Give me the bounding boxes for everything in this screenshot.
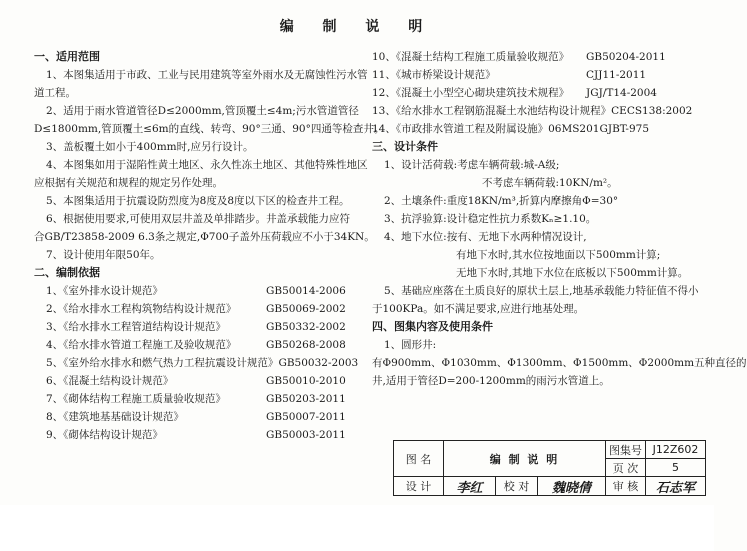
design-line-4: 4、地下水位:按有、无地下水两种情况设计,: [384, 231, 587, 243]
reference-code: GB50069-2002: [266, 303, 346, 315]
design-line-4b: 有地下水时,其水位按地面以下500mm计算;: [456, 249, 661, 261]
tuming-value: 编 制 说 明: [444, 441, 606, 477]
reference-name: 4、《给水排水管道工程施工及验收规范》: [46, 339, 237, 351]
reference-name: 2、《给水排水工程构筑物结构设计规范》: [46, 303, 237, 315]
tujihao-label: 图集号: [606, 441, 646, 459]
yeci-value: 5: [646, 459, 705, 477]
reference-code: GB50007-2011: [266, 411, 346, 423]
reference-name: 9、《砌体结构设计规范》: [46, 429, 163, 441]
reference-code: GB50032-2003: [278, 357, 359, 369]
reference-name: 3、《给水排水工程管道结构设计规范》: [46, 321, 226, 333]
design-line-1: 1、设计活荷载:考虑车辆荷载:城-A级;: [384, 159, 560, 171]
reference-code: JGJ/T14-2004: [586, 87, 657, 99]
design-line-2: 2、土壤条件:重度18KN/m³,折算内摩擦角Φ=30°: [384, 195, 619, 207]
reference-name: 14、《市政排水管道工程及附属设施》06MS201: [372, 123, 600, 135]
reference-item: [34, 318, 358, 336]
scope-line-5: 3、盖板覆土如小于400mm时,应另行设计。: [46, 141, 254, 153]
scope-line-4: D≤1800mm,管顶覆土≤6m的直线、转弯、90°三通、90°四通等检查井。: [34, 123, 385, 135]
design-line-3: 3、抗浮验算:设计稳定性抗力系数Kₙ≥1.10。: [384, 213, 597, 225]
jiaodui-label: 校 对: [496, 477, 538, 495]
reference-item: [372, 84, 694, 102]
shenhe-label: 审 核: [606, 477, 646, 495]
tuming-label: 图 名: [394, 441, 444, 477]
reviewer-signature: 石志军: [655, 480, 695, 496]
design-line-5: 5、基础应座落在土质良好的原状土层上,地基承载能力特征值不得小: [384, 285, 699, 297]
content-line-1: 1、圆形井:: [384, 339, 437, 351]
reference-item: [34, 282, 358, 300]
reference-item: [34, 372, 358, 390]
reference-name: 5、《室外给水排水和燃气热力工程抗震设计规范》: [46, 357, 279, 369]
reference-item: [372, 102, 694, 120]
reference-code: GB50332-2002: [266, 321, 346, 333]
checker-signature: 魏晓倩: [538, 477, 606, 495]
section-heading-basis: 二、编制依据: [34, 266, 100, 279]
design-line-5b: 于100KPa。如不满足要求,应进行地基处理。: [372, 303, 585, 315]
reference-code: GB50010-2010: [266, 375, 346, 387]
reference-item: [34, 300, 358, 318]
design-line-1b: 不考虑车辆荷载:10KN/m²。: [482, 177, 618, 189]
tujihao-value: J12Z602: [646, 441, 705, 459]
designer-signature: 李红: [444, 477, 496, 495]
reference-item: [34, 354, 358, 372]
page-title: 编 制 说 明: [279, 19, 435, 35]
scope-line-6: 4、本图集如用于湿陷性黄土地区、永久性冻土地区、其他特殊性地区: [46, 159, 368, 171]
reference-name: 12、《混凝土小型空心砌块建筑技术规程》: [372, 87, 570, 99]
section-heading-content: 四、图集内容及使用条件: [372, 320, 493, 333]
reference-name: 6、《混凝土结构设计规范》: [46, 375, 174, 387]
scope-line-1: 1、本图集适用于市政、工业与民用建筑等室外雨水及无腐蚀性污水管: [46, 69, 368, 81]
reference-item: [34, 390, 358, 408]
design-line-4c: 无地下水时,其地下水位在底板以下500mm计算。: [456, 267, 689, 279]
reference-code: GJBT-975: [599, 123, 650, 135]
reference-code: GB50203-2011: [266, 393, 346, 405]
page-bottom-margin: [0, 505, 714, 551]
reference-code: CECS138:2002: [611, 105, 693, 117]
section-heading-scope: 一、适用范围: [34, 50, 100, 63]
scope-line-9: 6、根据使用要求,可使用双层井盖及单排踏步。井盖承载能力应符: [46, 213, 351, 225]
reference-name: 1、《室外排水设计规范》: [46, 285, 163, 297]
reference-item: [34, 408, 358, 426]
section-heading-design: 三、设计条件: [372, 140, 438, 153]
reference-item: [34, 336, 358, 354]
sheji-label: 设 计: [394, 477, 444, 495]
reference-code: GB50204-2011: [586, 51, 666, 63]
scope-line-3: 2、适用于雨水管道管径D≤2000mm,管顶覆土≤4m;污水管道管径: [46, 105, 359, 117]
scope-line-2: 道工程。: [34, 87, 76, 99]
reference-name: 11、《城市桥梁设计规范》: [372, 69, 496, 81]
reference-name: 10、《混凝土结构工程施工质量验收规范》: [372, 51, 570, 63]
reference-name: 8、《建筑地基基础设计规范》: [46, 411, 184, 423]
content-line-2: 有Φ900mm、Φ1030mm、Φ1300mm、Φ1500mm、Φ2000mm五种直径的: [372, 357, 747, 369]
reference-code: GB50003-2011: [266, 429, 346, 441]
reference-item: [372, 48, 694, 66]
reference-item: [372, 66, 694, 84]
reference-name: 13、《给水排水工程钢筋混凝土水池结构设计规程》: [372, 105, 612, 117]
scope-line-7: 应根据有关规范和规程的规定另作处理。: [34, 177, 223, 189]
reference-item: [34, 426, 358, 444]
reference-code: GB50014-2006: [266, 285, 346, 297]
right-column: [372, 48, 747, 390]
scope-line-10: 合GB/T23858-2009 6.3条之规定,Φ700子盖外压荷载应不小于34KN。: [34, 231, 375, 243]
scope-line-11: 7、设计使用年限50年。: [46, 249, 161, 261]
yeci-label: 页 次: [606, 459, 646, 477]
reference-name: 7、《砌体结构工程施工质量验收规范》: [46, 393, 226, 405]
content-line-3: 井,适用于管径D=200-1200mm的雨污水管道上。: [372, 375, 610, 387]
scope-line-8: 5、本图集适用于抗震设防烈度为8度及8度以下区的检查井工程。: [46, 195, 350, 207]
title-block: [393, 440, 706, 496]
reference-item: [372, 120, 694, 138]
reference-code: GB50268-2008: [266, 339, 346, 351]
left-column: [34, 48, 385, 444]
reference-code: CJJ11-2011: [586, 69, 647, 81]
